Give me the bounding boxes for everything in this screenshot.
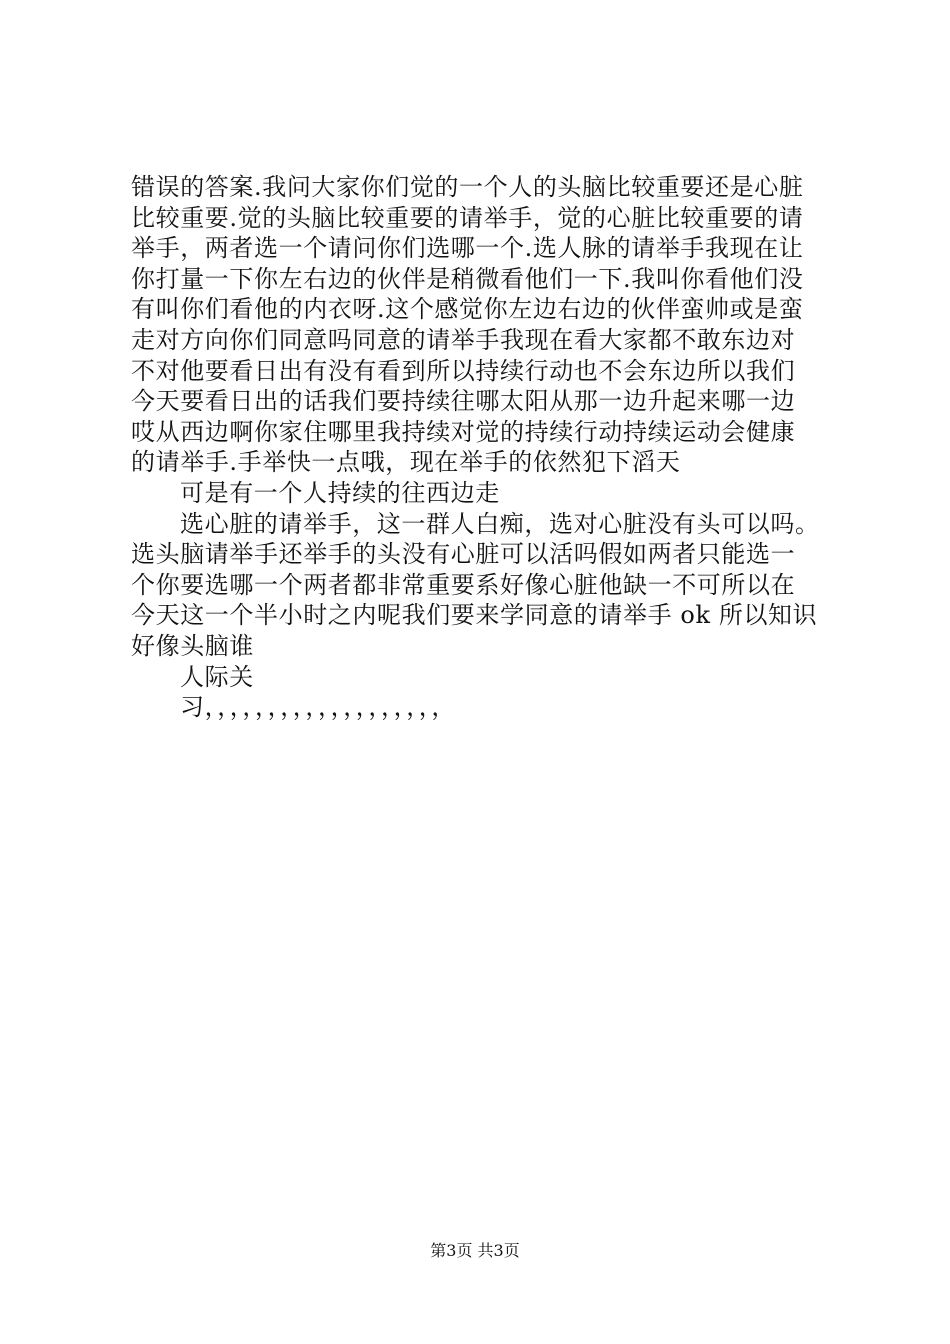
text-line: 个你要选哪一个两者都非常重要系好像心脏他缺一不可所以在 — [131, 570, 796, 599]
text-line: 你打量一下你左右边的伙伴是稍微看他们一下.我叫你看他们没 — [131, 264, 804, 293]
text-line: 不对他要看日出有没有看到所以持续行动也不会东边所以我们 — [131, 356, 796, 385]
text-line: 比较重要.觉的头脑比较重要的请举手，觉的心脏比较重要的请 — [131, 203, 804, 232]
paragraph-line: 人际关 — [180, 662, 254, 691]
paragraph-line: 习，，，，，，，，，，，，，，，，，，， — [180, 693, 456, 722]
paragraph-line: 选心脏的请举手，这一群人白痴，选对心脏没有头可以吗。 — [180, 509, 820, 538]
text-line: 哎从西边啊你家住哪里我持续对觉的持续行动持续运动会健康 — [131, 417, 796, 446]
text-line: 举手，两者选一个请问你们选哪一个.选人脉的请举手我现在让 — [131, 234, 804, 263]
paragraph-line: 可是有一个人持续的往西边走 — [180, 478, 500, 507]
page-number-footer: 第3页 共3页 — [430, 1241, 520, 1260]
text-line: 的请举手.手举快一点哦，现在举手的依然犯下滔天 — [131, 448, 681, 477]
document-body — [131, 172, 831, 723]
text-line: 走对方向你们同意吗同意的请举手我现在看大家都不敢东边对 — [131, 325, 796, 354]
text-line: 好像头脑谁 — [131, 631, 254, 660]
text-line: 今天这一个半小时之内呢我们要来学同意的请举手 ok 所以知识 — [131, 601, 818, 630]
text-line: 今天要看日出的话我们要持续往哪太阳从那一边升起来哪一边 — [131, 387, 796, 416]
text-line: 有叫你们看他的内衣呀.这个感觉你左边右边的伙伴蛮帅或是蛮 — [131, 295, 804, 324]
text-line: 错误的答案.我问大家你们觉的一个人的头脑比较重要还是心脏 — [131, 173, 804, 201]
text-line: 选头脑请举手还举手的头没有心脏可以活吗假如两者只能选一 — [131, 540, 796, 569]
